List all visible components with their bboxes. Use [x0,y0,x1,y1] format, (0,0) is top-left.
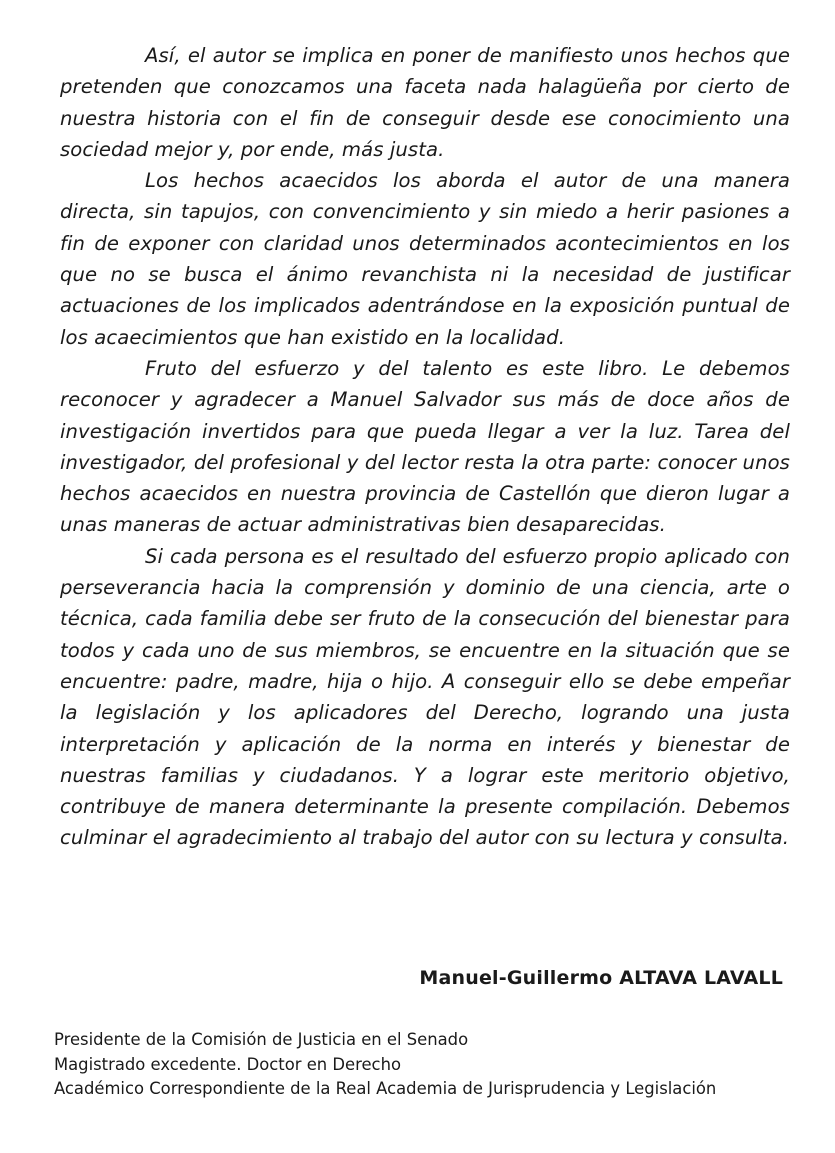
credential-line: Académico Correspondiente de la Real Academia de Jurisprudencia y Legislación [54,1079,717,1098]
paragraph-3: Fruto del esfuerzo y del talento es este libro. Le debemos reconocer y agradecer a Manuel Salvador sus más de doce años de investigación invertidos para que pueda llegar a ver la luz. Tarea del investigador, del profesional y del lector resta la otra parte: conocer unos hechos acaecidos en nuestra provincia de Castellón que dieron lugar a unas maneras de actuar administrativas bien desaparecidas. [60,356,790,537]
credential-line: Presidente de la Comisión de Justicia en el Senado [54,1030,469,1049]
author-signature: Manuel-Guillermo ALTAVA LAVALL [419,967,783,989]
author-credentials [54,1028,716,1102]
paragraph-1: Así, el autor se implica en poner de manifiesto unos hechos que pretenden que conozcamos una faceta nada halagüeña por cierto de nuestra historia con el fin de conseguir desde ese conocimiento una sociedad mejor y, por ende, más justa. [60,44,790,161]
credential-line: Magistrado excedente. Doctor en Derecho [54,1054,401,1074]
body-text [60,40,790,854]
paragraph-2: Los hechos acaecidos los aborda el autor de una manera directa, sin tapujos, con convencimiento y sin miedo a herir pasiones a fin de exponer con claridad unos determinados acontecimientos en los que no se busca el ánimo revanchista ni la necesidad de justificar actuaciones de los implicados adentrándose en la exposición puntual de los acaecimientos que han existido en la localidad. [60,169,790,349]
paragraph-4: Si cada persona es el resultado del esfuerzo propio aplicado con perseverancia hacia la comprensión y dominio de una ciencia, arte o técnica, cada familia debe ser fruto de la consecución del bienestar para todos y cada uno de sus miembros, se encuentre en la situación que se encuentre: padre, madre, hija o hijo. A conseguir ello se debe empeñar la legislación y los aplicadores del Derecho, logrando una justa interpretación y aplicación de la norma en interés y bienestar de nuestras familias y ciudadanos. Y a lograr este meritorio objetivo, contribuye de manera determinante la presente compilación. Debemos culminar el agradecimiento al trabajo del autor con su lectura y consulta. [60,544,790,850]
